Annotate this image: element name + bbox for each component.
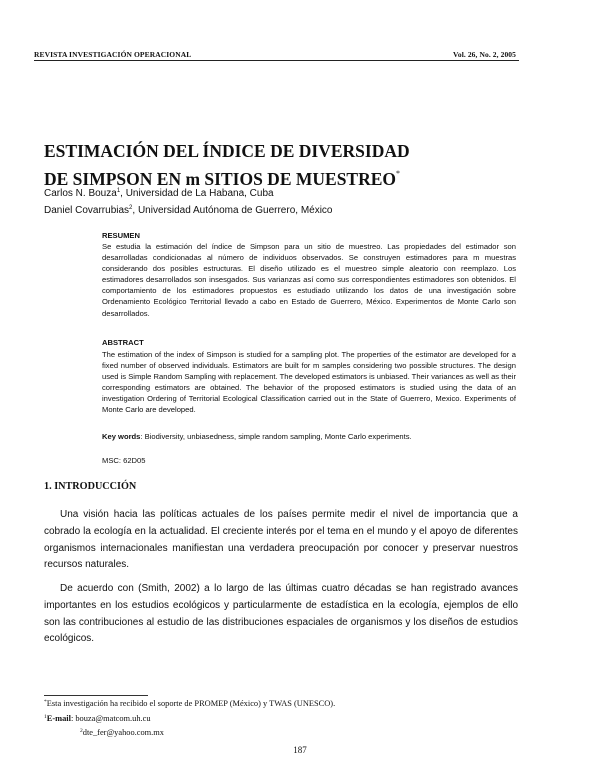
page-number: 187 [293, 745, 307, 755]
footnote-email-1 [44, 714, 151, 723]
footnote-email-2 [80, 728, 164, 737]
footnote-support-marker: * [44, 699, 47, 705]
header-rule [34, 60, 519, 61]
section-heading: 1. INTRODUCCIÓN [44, 481, 137, 492]
intro-paragraph-2: De acuerdo con (Smith, 2002) a lo largo de las últimas cuatro décadas se han registrado avances importantes en los estudios ecológicos y particularmente de estadística en la ecología, ejemplos de ello son las contribuciones al estudio de las distribuciones espaciales de organismos y los diseños de estudios ecológicos. [44, 583, 518, 645]
footnote-email-2-mark: 2 [80, 728, 83, 734]
author-2 [44, 205, 333, 216]
footnote-support [44, 699, 335, 708]
title-line-2-text: DE SIMPSON EN m SITIOS DE MUESTREO [44, 169, 397, 189]
title-line-2 [44, 162, 400, 191]
author-1 [44, 188, 274, 199]
intro-paragraph-1: Una visión hacia las políticas actuales de los países permite medir el nivel de importancia que a cobrado la ecología en la actualidad. El creciente interés por el tema en el mundo y el apoyo de diferentes organismos internacionales manifiestan una verdadera preocupación por conocer y preservar nuestros recursos naturales. [44, 509, 518, 571]
footnote-rule [44, 695, 148, 696]
footnote-email-1-address: : bouza@matcom.uh.cu [70, 714, 151, 723]
keywords [102, 432, 412, 441]
volume-info: Vol. 26, No. 2, 2005 [453, 50, 516, 59]
keywords-label: Key words [102, 432, 141, 441]
author-2-affiliation: , Universidad Autónoma de Guerrero, México [132, 205, 333, 216]
title-footnote-marker: * [396, 169, 401, 178]
author-1-name: Carlos N. Bouza [44, 188, 117, 199]
author-1-affiliation: , Universidad de La Habana, Cuba [120, 188, 274, 199]
abstract-heading: ABSTRACT [102, 338, 144, 347]
msc-code: MSC: 62D05 [102, 456, 146, 465]
footnote-email-1-mark: 1 [44, 714, 47, 720]
abstract-text: The estimation of the index of Simpson is studied for a sampling plot. The properties of the estimator are developed for a fixed number of observed individuals. Estimators are built for m samples considering two possible structures. The design used is Simple Random Sampling with replacement. The developed estimators is unbiased. Their variances as well as their corresponding estimators are obtained. The behavior of the proposed estimators is studied using the data of an investigation Ordering of Territorial Ecological Classification carried out in the State of Guerrero, Mexico. Experiments of Monte Carlo are developed. [102, 350, 516, 415]
author-2-name: Daniel Covarrubias [44, 205, 130, 216]
footnote-email-label: E-mail [46, 714, 71, 723]
journal-name: REVISTA INVESTIGACIÓN OPERACIONAL [34, 50, 192, 59]
footnote-email-2-address: dte_fer@yahoo.com.mx [82, 728, 164, 737]
author-2-mark: 2 [129, 205, 133, 211]
resumen-heading: RESUMEN [102, 231, 140, 240]
keywords-text: : Biodiversity, unbiasedness, simple random sampling, Monte Carlo experiments. [140, 432, 412, 441]
footnote-support-text: Esta investigación ha recibido el soporte de PROMEP (México) y TWAS (UNESCO). [46, 699, 336, 708]
resumen-text: Se estudia la estimación del índice de Simpson para un sitio de muestreo. Las propiedades del estimador son desarrolladas condicionadas al número de individuos observados. Se construyen estimadores para m muestras considerando dos posibles estructuras. El diseño utilizado es el muestreo simple aleatorio con reemplazo. Los estimadores desarrollados son insesgados. Sus varianzas así como sus correspondientes estimadores son obtenidos. El comportamiento de los estimadores propuestos es estudiado utilizando los datos de una investigación sobre Ordenamiento Ecológico Territorial llevado a cabo en Estado de Guerrero, México. Experimentos de Monte Carlo son desarrollados. [102, 242, 516, 318]
author-1-mark: 1 [116, 188, 121, 194]
title-line-1: ESTIMACIÓN DEL ÍNDICE DE DIVERSIDAD [44, 141, 410, 161]
